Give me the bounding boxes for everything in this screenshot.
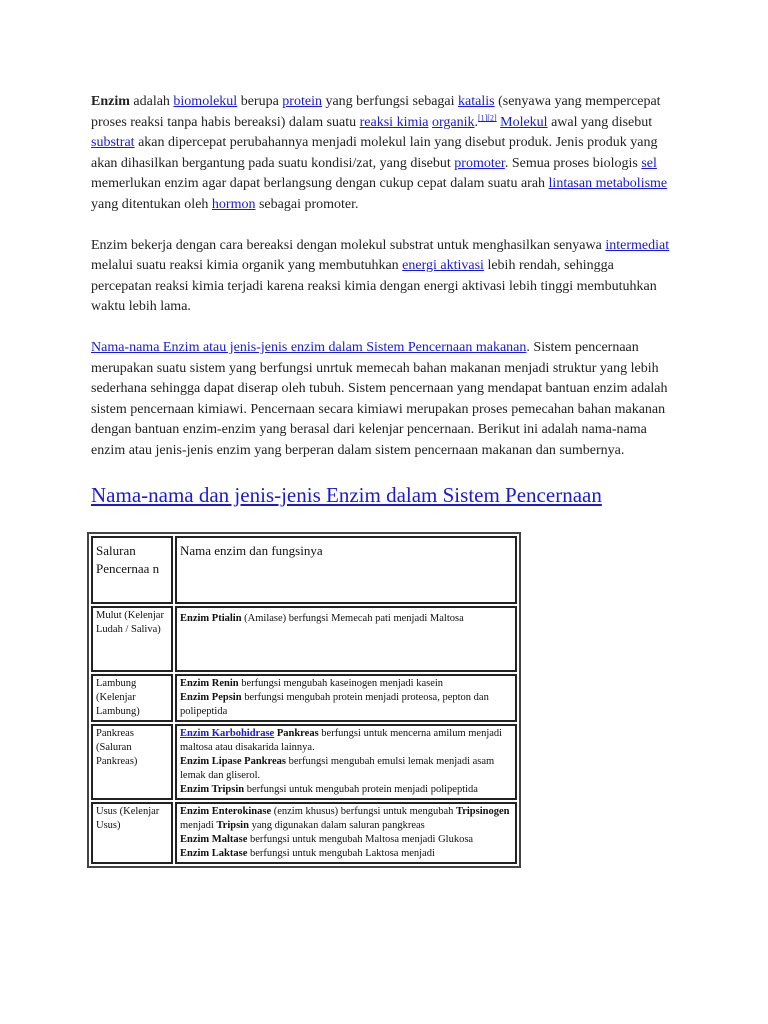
enzyme-name: Enzim Laktase [180,847,248,859]
link-nama-enzim[interactable]: Nama-nama Enzim atau jenis-jenis enzim dalam Sistem Pencernaan makanan [91,339,527,355]
paragraph-digestion [91,338,671,462]
enzyme-desc: berfungsi untuk mengubah Maltosa menjadi Glukosa [247,833,474,845]
article-content [91,92,671,868]
link-karbohidrase[interactable]: Enzim Karbohidrase [180,727,275,739]
enzyme-desc: berfungsi untuk mencerna amilum menjadi maltosa atau disakarida lainnya. [180,727,503,753]
link-protein[interactable]: protein [282,94,322,109]
text: yang berfungsi sebagai [321,94,459,109]
section-heading [91,482,671,508]
enzyme-name: Pankreas [274,727,319,739]
enzyme-cell [175,802,517,864]
link-biomolekul[interactable]: biomolekul [173,94,238,109]
text: melalui suatu reaksi kimia organik yang membutuhkan [91,258,403,274]
enzyme-name: Tripsin [216,819,249,831]
enzyme-desc: berfungsi mengubah protein menjadi proteosa, pepton dan polipeptida [180,691,489,717]
text: . Semua proses biologis [504,155,642,171]
link-katalis[interactable]: katalis [458,94,495,109]
enzyme-name: Enzim Renin [180,677,239,689]
text: berupa [237,94,283,109]
link-energi-aktivasi[interactable]: energi aktivasi [402,258,484,274]
paragraph-definition [91,92,671,216]
text: Enzim bekerja dengan cara bereaksi dengan molekul substrat untuk menghasilkan senyawa [91,237,606,253]
enzyme-name: Enzim Tripsin [180,783,245,795]
enzyme-name: Enzim Pepsin [180,691,242,703]
text: lebih rendah, sehingga percepatan reaksi kimia terjadi karena reaksi kimia dengan energi aktivasi lebih tinggi membutuhkan waktu lebih lama. [91,258,657,315]
table-row [91,802,517,864]
organ-cell: Lambung (Kelenjar Lambung) [91,674,173,722]
text: akan dipercepat perubahannya menjadi molekul lain yang disebut produk. Jenis produk yang akan dihasilkan bergantung pada suatu kondisi/zat, yang disebut [91,135,658,171]
enzyme-cell [175,674,517,722]
enzyme-desc: menjadi [180,819,217,831]
text: yang ditentukan oleh [91,196,212,212]
paragraph-mechanism [91,236,671,318]
link-promoter[interactable]: promoter [454,155,505,171]
enzyme-name: Tripsinogen [456,805,510,817]
citation-link[interactable]: [1][2] [477,112,497,122]
link-substrat[interactable]: substrat [91,135,135,151]
link-sel[interactable]: sel [641,155,657,171]
organ-cell: Pankreas (Saluran Pankreas) [91,724,173,800]
enzyme-desc: berfungsi untuk mengubah protein menjadi polipeptida [244,783,478,795]
header-saluran: Saluran Pencernaa n [91,536,173,604]
enzyme-table [87,532,521,868]
text: . Sistem pencernaan merupakan suatu sistem yang berfungsi unrtuk memecah bahan makanan menjadi struktur yang lebih sederhana sehingga dapat diserap oleh tubuh. Sistem pencernaan yang mendapat bantuan enzim adalah sistem pencernaan kimiawi. Pencernaan secara kimiawi merupakan proses pemecahan bahan makanan dengan bantuan enzim-enzim yang berasal dari kelenjar pencernaan. Berikut ini adalah nama-nama enzim atau jenis-jenis enzim yang berperan dalam sistem pencernaan makanan dan sumbernya. [91,339,668,458]
table-row [91,724,517,800]
table-row [91,674,517,722]
enzyme-desc: berfungsi mengubah emulsi lemak menjadi asam lemak dan gliserol. [180,755,495,781]
link-intermediat[interactable]: intermediat [605,237,670,253]
enzyme-desc: (enzim khusus) berfungsi untuk mengubah [271,805,456,817]
organ-cell: Usus (Kelenjar Usus) [91,802,173,864]
link-organik[interactable]: organik [431,114,475,130]
heading-link[interactable]: Nama-nama dan jenis-jenis Enzim dalam Sistem Pencernaan [91,482,602,507]
link-reaksi-kimia[interactable]: reaksi kimia [359,114,429,130]
enzyme-cell [175,724,517,800]
link-hormon[interactable]: hormon [211,196,256,212]
text: adalah [129,94,174,109]
text: (senyawa yang mempercepat proses reaksi tanpa habis bereaksi) dalam suatu [91,94,661,130]
text: . [474,114,478,130]
enzyme-name: Enzim Maltase [180,833,248,845]
enzyme-name: Enzim Ptialin [180,612,242,624]
enzyme-name: Enzim Lipase Pankreas [180,755,286,767]
enzyme-desc: berfungsi untuk mengubah Laktosa menjadi [247,847,435,859]
enzyme-desc: (Amilase) berfungsi Memecah pati menjadi Maltosa [241,612,464,624]
table-row [91,606,517,672]
table-header-row [91,536,517,604]
term-enzim: Enzim [91,94,130,109]
organ-cell: Mulut (Kelenjar Ludah / Saliva) [91,606,173,672]
enzyme-name: Enzim Enterokinase [180,805,272,817]
header-nama-enzim: Nama enzim dan fungsinya [175,536,517,604]
text: awal yang disebut [547,114,653,130]
enzyme-desc: berfungsi mengubah kaseinogen menjadi kasein [238,677,444,689]
link-lintasan-metabolisme[interactable]: lintasan metabolisme [548,176,668,192]
text: sebagai promoter. [255,196,359,212]
text: memerlukan enzim agar dapat berlangsung dengan cukup cepat dalam suatu arah [91,176,549,192]
enzyme-desc: yang digunakan dalam saluran pangkreas [248,819,425,831]
enzyme-cell [175,606,517,672]
link-molekul[interactable]: Molekul [500,114,548,130]
